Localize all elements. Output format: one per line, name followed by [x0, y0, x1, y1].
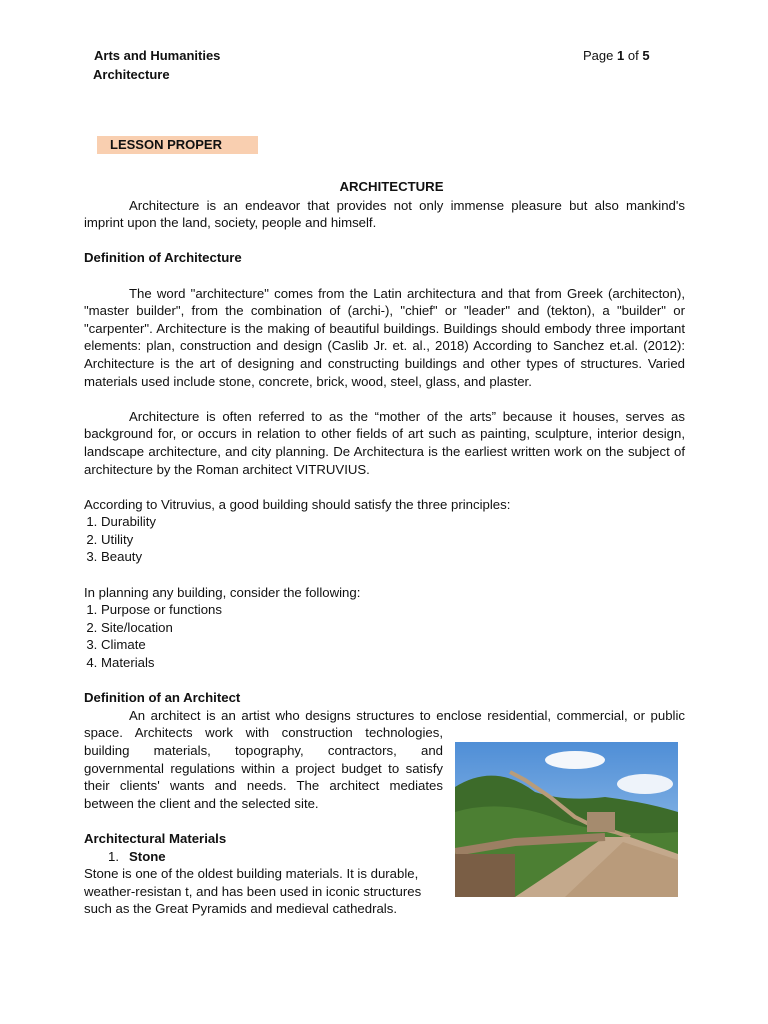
intro-paragraph: Architecture is an endeavor that provides not only immense pleasure but also mankind's imprint upon the land, society, people and himself.	[84, 197, 685, 231]
page-of: of	[627, 48, 639, 63]
vitruvius-intro: According to Vitruvius, a good building should satisfy the three principles:	[84, 496, 511, 512]
list-item: 2. Site/location	[101, 619, 685, 637]
stone-paragraph: Stone is one of the oldest building materials. It is durable, weather-resistan t, and has been used in iconic structures such as the Great Pyramids and medieval cathedrals.	[84, 866, 422, 917]
document-body	[84, 178, 685, 918]
principles-list	[84, 513, 685, 566]
lesson-proper-banner: LESSON PROPER	[97, 136, 258, 154]
architect-paragraph: An architect is an artist who designs structures to enclose residential, commercial, or public space. Architects work with construction technologies, building materials, topography, contractors, and governmental regulations within a project budget to satisfy their clients' wants and needs. The architect mediates between the client and the selected site.	[84, 707, 685, 811]
definition-heading: Definition of Architecture	[84, 250, 242, 266]
list-item: 1. Purpose or functions	[101, 601, 685, 619]
planning-intro: In planning any building, consider the following:	[84, 584, 361, 600]
list-item: 3. Beauty	[101, 548, 685, 566]
definition-paragraph: The word "architecture" comes from the Latin architectura and that from Greek (architecton), "master builder", from the combination of (archi-), "chief" or "leader" and (tekton), a "builder" or "carpenter". Architecture is the making of beautiful buildings. Buildings should embody three important elements: plan, construction and design (Caslib Jr. et. al., 2018) According to Sanchez et.al. (2012): Architecture is the art of designing and constructing buildings and other types of structures. Varied materials used include stone, concrete, brick, wood, steel, glass, and plaster.	[84, 285, 685, 389]
page-current: 1	[617, 48, 625, 63]
material-number: 1.	[108, 848, 119, 864]
list-item: 2. Utility	[101, 531, 685, 549]
page-title: ARCHITECTURE	[339, 179, 444, 194]
page-total: 5	[642, 48, 650, 63]
header-subject: Arts and Humanities	[94, 48, 221, 63]
great-wall-illustration	[455, 742, 678, 897]
architect-heading: Definition of an Architect	[84, 690, 241, 706]
list-item: 3. Climate	[101, 636, 685, 654]
mother-of-arts-paragraph: Architecture is often referred to as the “mother of the arts” because it houses, serves as background for, or occurs in relation to other fields of art such as painting, sculpture, interior design, landscape architecture, and city planning. De Architectura is the earliest written work on the subject of architecture by the Roman architect VITRUVIUS.	[84, 408, 685, 477]
great-wall-image	[455, 742, 678, 897]
header-topic: Architecture	[93, 67, 170, 82]
header-subject-block	[94, 46, 220, 84]
planning-list	[84, 601, 685, 671]
page-indicator	[583, 47, 650, 65]
materials-heading: Architectural Materials	[84, 830, 227, 846]
list-item: 4. Materials	[101, 654, 685, 672]
page-label: Page	[583, 48, 614, 63]
material-name: Stone	[129, 848, 166, 864]
list-item: 1. Durability	[101, 513, 685, 531]
